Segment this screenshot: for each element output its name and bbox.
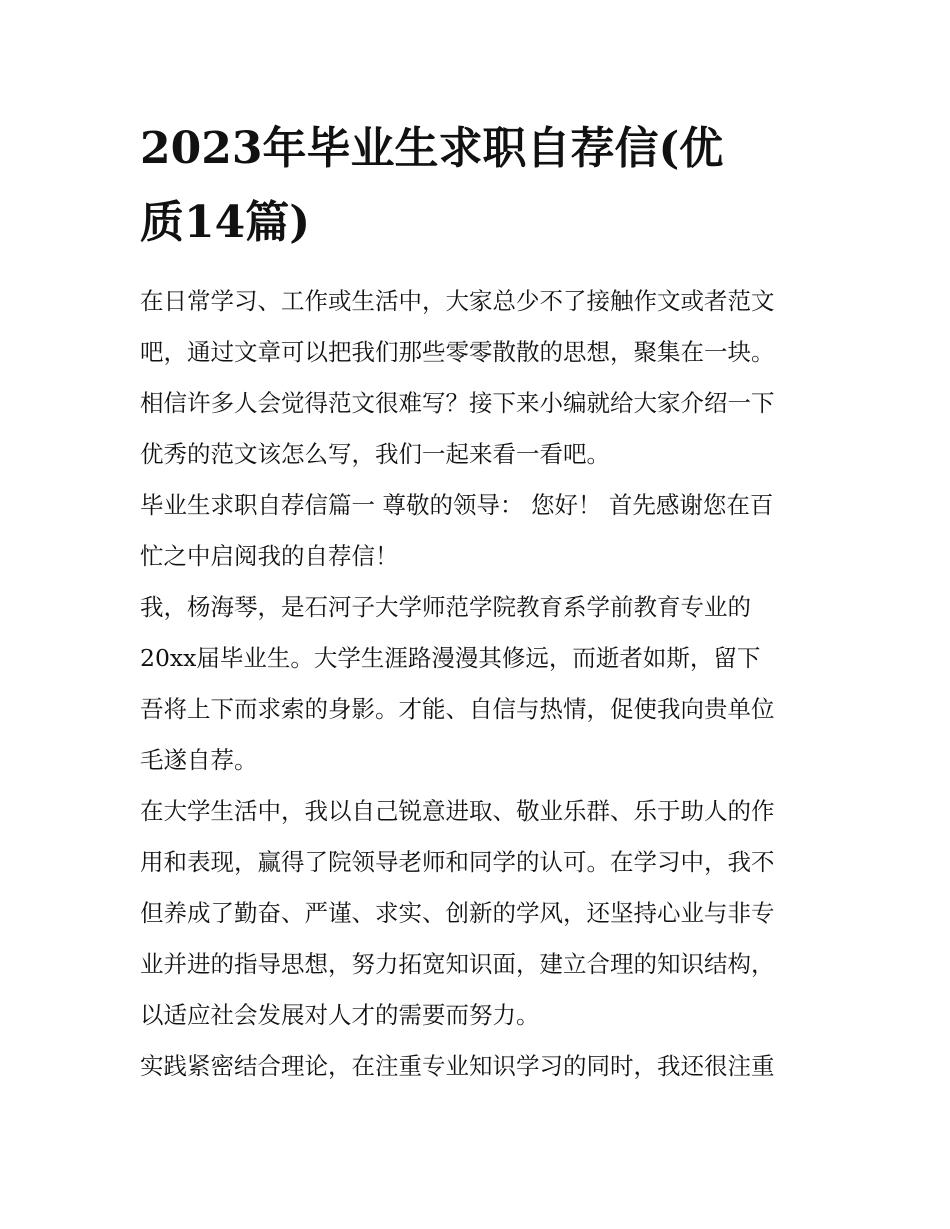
text-line: 实践紧密结合理论，在注重专业知识学习的同时，我还很注重 — [140, 1052, 775, 1080]
text-line: 但养成了勤奋、严谨、求实、创新的学风，还坚持心业与非专 — [140, 899, 775, 927]
text-line: 忙之中启阅我的自荐信！ — [140, 542, 399, 570]
text-line: 毛遂自荐。 — [140, 746, 258, 774]
title-line: 2023年毕业生求职自荐信(优 — [140, 123, 724, 174]
text-line: 20xx届毕业生。大学生涯路漫漫其修远，而逝者如斯，留下 — [140, 644, 761, 672]
text-line: 业并进的指导思想，努力拓宽知识面，建立合理的知识结构， — [140, 950, 775, 978]
text-line: 吧，通过文章可以把我们那些零零散散的思想，聚集在一块。 — [140, 338, 775, 366]
text-line: 吾将上下而求索的身影。才能、自信与热情，促使我向贵单位 — [140, 695, 775, 723]
text-line: 用和表现，赢得了院领导老师和同学的认可。在学习中，我不 — [140, 848, 775, 876]
text-line: 相信许多人会觉得范文很难写？接下来小编就给大家介绍一下 — [140, 389, 775, 417]
text-line: 毕业生求职自荐信篇一 尊敬的领导： 您好！ 首先感谢您在百 — [140, 491, 774, 519]
text-line: 我，杨海琴，是石河子大学师范学院教育系学前教育专业的 — [140, 593, 751, 621]
text-line: 优秀的范文该怎么写，我们一起来看一看吧。 — [140, 440, 610, 468]
text-line: 在日常学习、工作或生活中，大家总少不了接触作文或者范文 — [140, 287, 775, 315]
document-body — [140, 280, 820, 1096]
text-line: 在大学生活中，我以自己锐意进取、敬业乐群、乐于助人的作 — [140, 797, 775, 825]
text-line: 以适应社会发展对人才的需要而努力。 — [140, 1001, 540, 1029]
title-line: 质14篇) — [140, 197, 311, 248]
document-title — [140, 112, 820, 260]
